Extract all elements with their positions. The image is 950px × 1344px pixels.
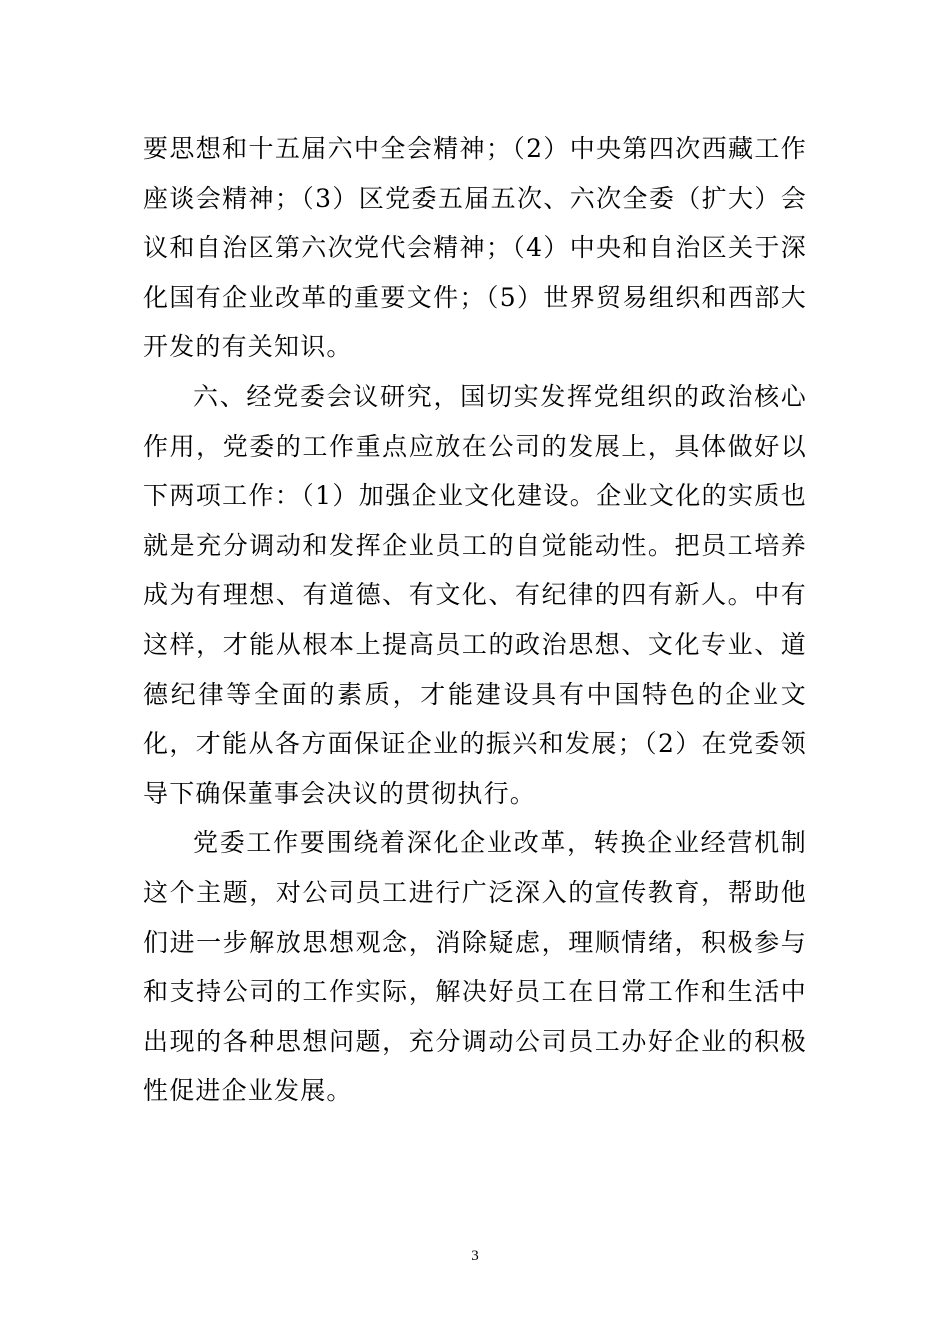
page-number: 3 [471, 1248, 479, 1264]
paragraph-section-six: 六、经党委会议研究，国切实发挥党组织的政治核心作用，党委的工作重点应放在公司的发展上，具体做好以下两项工作：（1）加强企业文化建设。企业文化的实质也就是充分调动和发挥企业员工的自觉能动性。把员工培养成为有理想、有道德、有文化、有纪律的四有新人。中有这样，才能从根本上提高员工的政治思想、文化专业、道德纪律等全面的素质，才能建设具有中国特色的企业文化，才能从各方面保证企业的振兴和发展；（2）在党委领导下确保董事会决议的贯彻执行。 [143, 381, 807, 808]
document-body [143, 124, 807, 1116]
paragraph-continuation: 要思想和十五届六中全会精神；（2）中央第四次西藏工作座谈会精神；（3）区党委五届五次、六次全委（扩大）会议和自治区第六次党代会精神；（4）中央和自治区关于深化国有企业改革的重要文件；（5）世界贸易组织和西部大开发的有关知识。 [143, 134, 807, 362]
paragraph-party-work: 党委工作要围绕着深化企业改革，转换企业经营机制这个主题，对公司员工进行广泛深入的宣传教育，帮助他们进一步解放思想观念，消除疑虑，理顺情绪，积极参与和支持公司的工作实际，解决好员工在日常工作和生活中出现的各种思想问题，充分调动公司员工办好企业的积极性促进企业发展。 [143, 828, 807, 1106]
